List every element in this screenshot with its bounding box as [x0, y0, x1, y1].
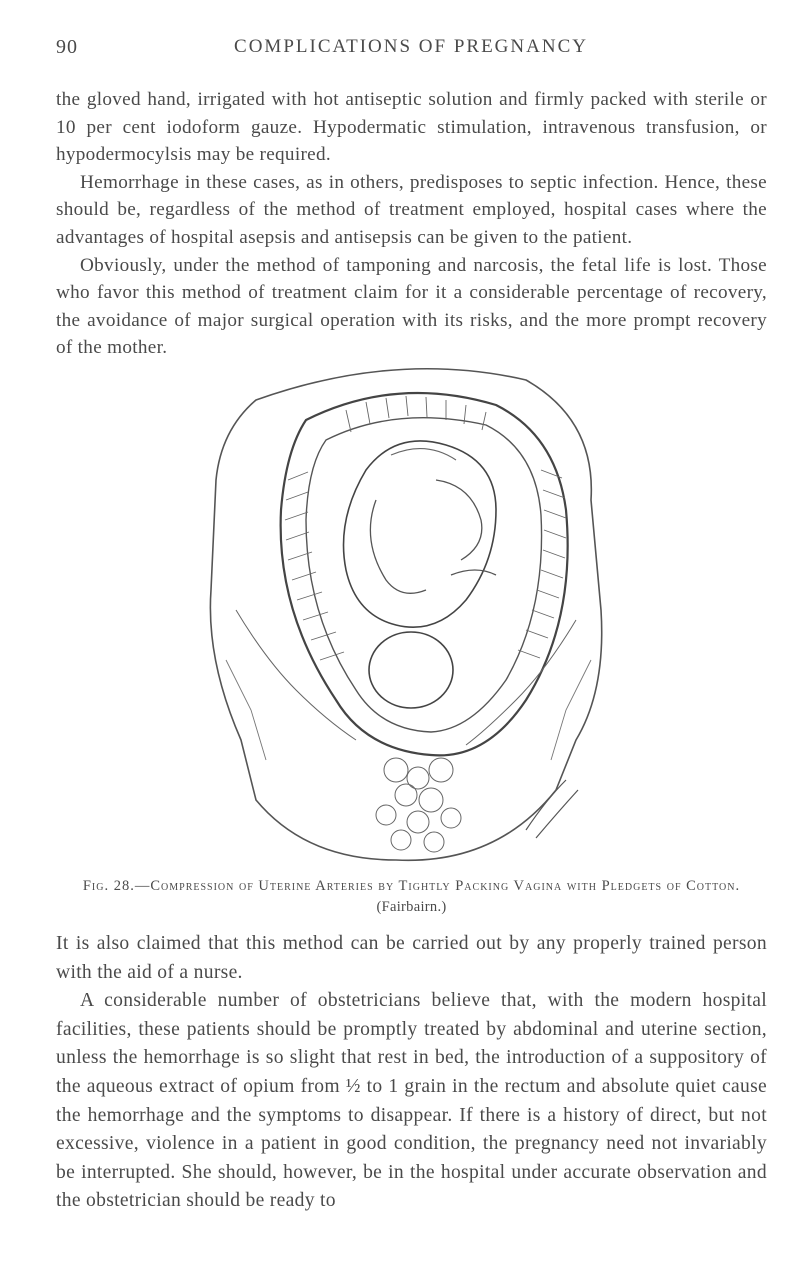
page-header — [56, 36, 766, 66]
running-title: COMPLICATIONS OF PREGNANCY — [234, 36, 588, 57]
anatomical-illustration — [196, 360, 606, 870]
figure-caption — [56, 876, 767, 918]
paragraph: the gloved hand, irrigated with hot antiseptic solution and firmly packed with sterile or 10 per cent iodoform gauze. Hypodermatic stimulation, intravenous transfusion, or hypodermocylsis may be required. — [56, 89, 767, 166]
caption-source: (Fairbairn.) — [376, 899, 447, 915]
caption-title: —Compression of Uterine Arteries by Tightly Packing Vagina with Pledgets of Cotton. — [134, 878, 741, 894]
page-number: 90 — [56, 36, 78, 58]
paragraph: Hemorrhage in these cases, as in others, predisposes to septic infection. Hence, these should be, regardless of the method of treatment employed, hospital cases where the advantages of hospital asepsis and antisepsis can be given to the patient. — [56, 171, 767, 248]
bottom-text-block — [56, 930, 767, 1216]
paragraph: It is also claimed that this method can be carried out by any properly trained person with the aid of a nurse. — [56, 933, 767, 983]
top-text-block — [56, 86, 767, 362]
paragraph: A considerable number of obstetricians believe that, with the modern hospital facilities, these patients should be promptly treated by abdominal and uterine section, unless the hemorrhage is so slight that rest in bed, the introduction of a suppository of the aqueous extract of opium from ½ to 1 grain in the rectum and absolute quiet cause the hemorrhage and the symptoms to disappear. If there is a history of direct, but not excessive, violence in a patient in good condition, the pregnancy need not invariably be interrupted. She should, however, be in the hospital under accurate observation and the obstetrician should be ready to — [56, 990, 767, 1212]
caption-label: Fig. 28. — [82, 878, 135, 894]
paragraph: Obviously, under the method of tamponing and narcosis, the fetal life is lost. Those who favor this method of treatment claim for it a considerable percentage of recovery, the avoidance of major surgical operation with its risks, and the more prompt recovery of the mother. — [56, 254, 767, 359]
